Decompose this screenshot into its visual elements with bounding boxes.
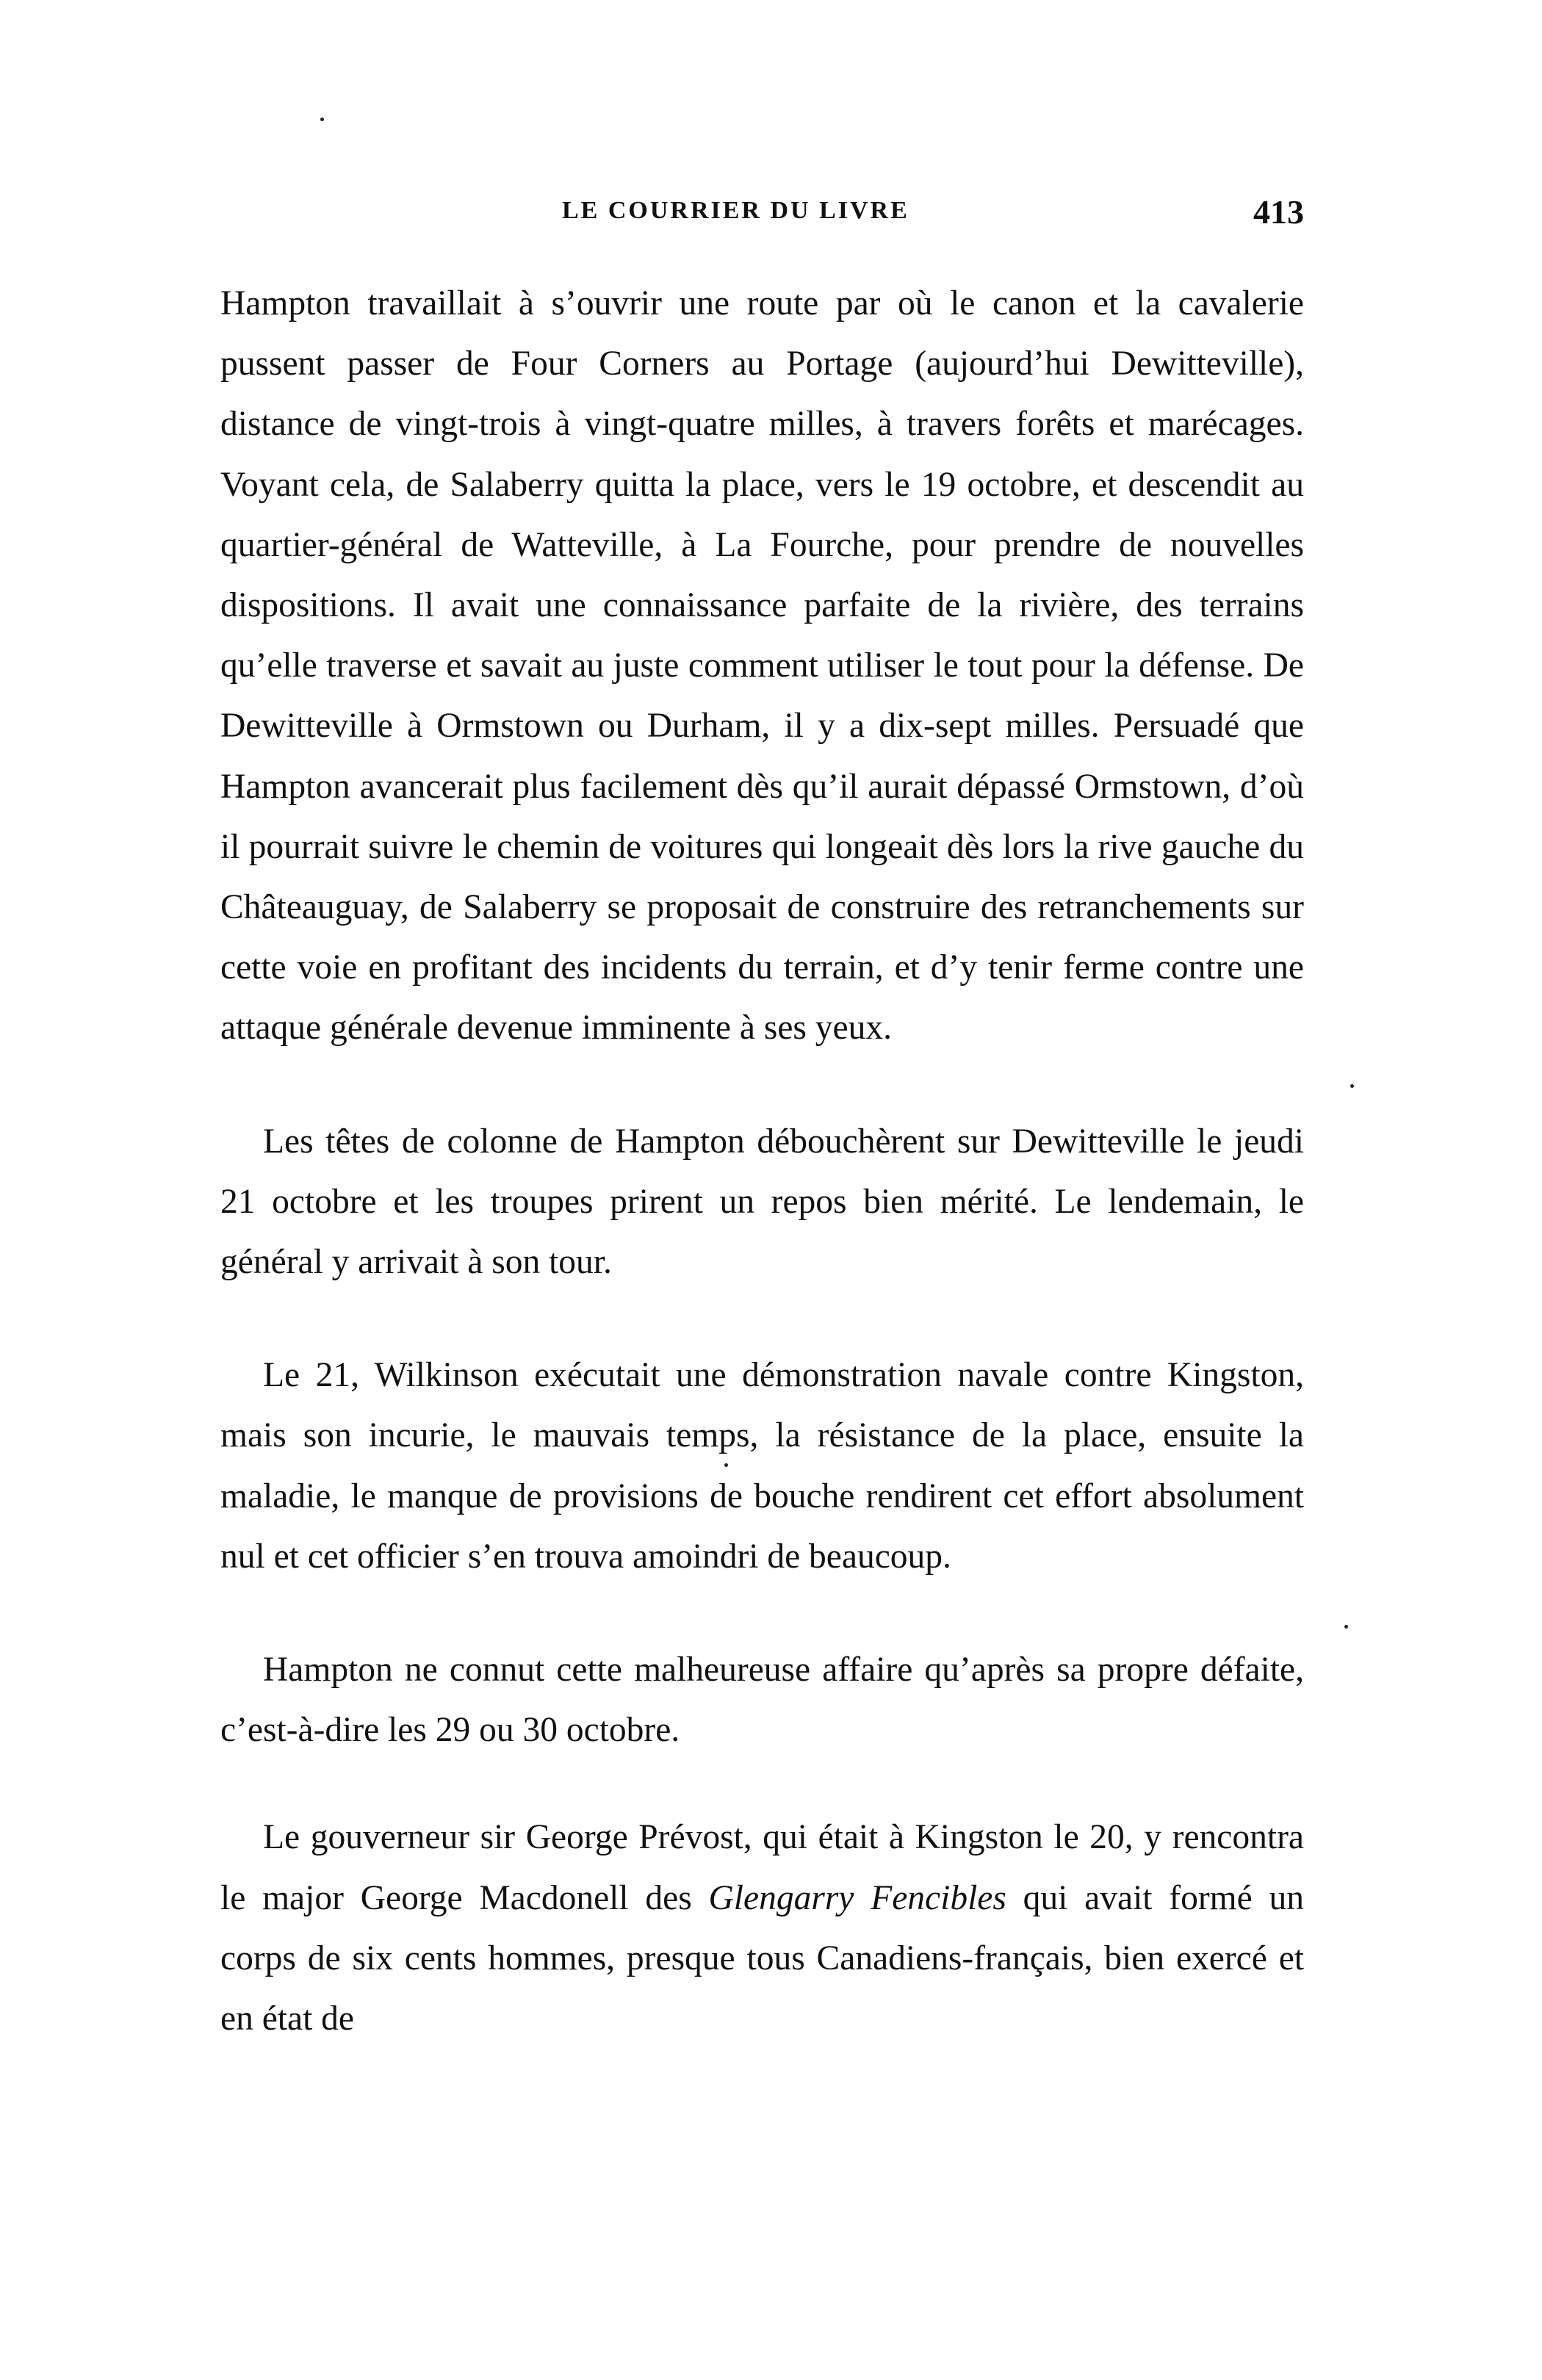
print-speck <box>320 118 324 121</box>
paragraph-5 <box>220 1807 1304 2049</box>
paragraph-5-text-after: qui avait formé un corps de six cents hommes, presque tous Canadiens-français, bien exercé et en état de <box>220 1878 1304 2038</box>
paragraph-5-italic-text: Glengarry Fencibles <box>708 1878 1006 1917</box>
running-head <box>220 193 1304 241</box>
print-speck <box>1350 1084 1354 1088</box>
page-number: 413 <box>1253 193 1304 231</box>
running-title: LE COURRIER DU LIVRE <box>562 197 909 224</box>
print-speck <box>724 1463 728 1467</box>
paragraph-3: Le 21, Wilkinson exécutait une démonstration navale contre Kingston, mais son incurie, le mauvais temps, la résistance de la place, ensuite la maladie, le manque de provisions de bouche rendirent cet effort absolument nul et cet officier s’en trouva amoindri de beaucoup. <box>220 1356 1304 1576</box>
paragraph-2: Les têtes de colonne de Hampton débouchèrent sur Dewitteville le jeudi 21 octobre et les troupes prirent un repos bien mérité. Le lendemain, le général y arrivait à son tour. <box>220 1122 1304 1282</box>
body-text <box>220 273 1304 2049</box>
paragraph-1: Hampton travaillait à s’ouvrir une route par où le canon et la cavalerie pussent passer de Four Corners au Portage (aujourd’hui Dewitteville), distance de vingt-trois à vingt-quatre milles, à travers forêts et marécages. Voyant cela, de Salaberry quitta la place, vers le 19 octobre, et descendit au quartier-général de Watteville, à La Fourche, pour prendre de nouvelles dispositions. Il avait une connaissance parfaite de la rivière, des terrains qu’elle traverse et savait au juste comment utiliser le tout pour la défense. De Dewitteville à Ormstown ou Durham, il y a dix-sept milles. Persuadé que Hampton avancerait plus facilement dès qu’il aurait dépassé Ormstown, d’où il pourrait suivre le chemin de voitures qui longeait dès lors la rive gauche du Châteauguay, de Salaberry se proposait de construire des retranchements sur cette voie en profitant des incidents du terrain, et d’y tenir ferme contre une attaque générale devenue imminente à ses yeux. <box>220 284 1304 1047</box>
print-speck <box>1344 1625 1348 1629</box>
paragraph-5-text-before: Le gouverneur sir George Prévost, qui était à Kingston le 20, y rencontra le major George Macdonell des <box>220 1818 1304 1917</box>
paragraph-4: Hampton ne connut cette malheureuse affaire qu’après sa propre défaite, c’est-à-dire les 29 ou 30 octobre. <box>220 1651 1304 1750</box>
